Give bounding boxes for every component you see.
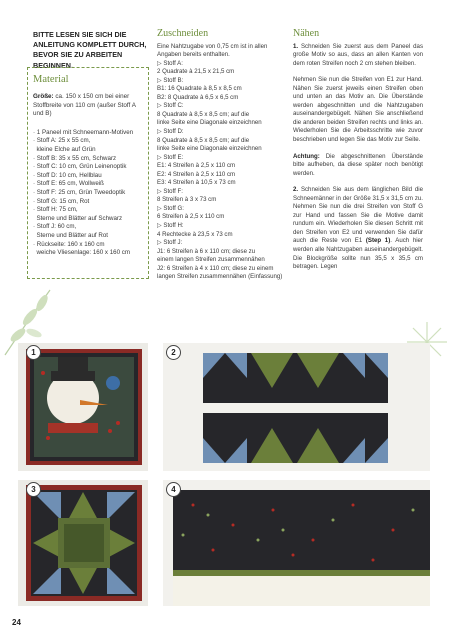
material-item: Sterne und Blätter auf Rot xyxy=(33,231,108,239)
step-1b-text: Nehmen Sie nun die Streifen von E1 zur Hand. Nähen Sie zuerst jeweils einen Streifen oben und unten an das Motiv an. Die Überstände werden abgeschnitten und die Nahtzugaben auseinandergebügelt. Nähen Sie anschließend die anderen beiden Streifen rechts und links an. Wiederholen Sie die Arbeitsschritte wie zuvor beschrieben und legen Sie das Motiv zur Seite. xyxy=(293,76,423,144)
cutting-line: 8 Streifen à 3 x 73 cm xyxy=(157,196,217,204)
photo-number-3: 3 xyxy=(26,482,41,497)
fabric-heading: ▷ Stoff D: xyxy=(157,128,184,136)
photo-number-2: 2 xyxy=(166,345,181,360)
photo-border-strips xyxy=(163,480,430,606)
fabric-heading: ▷ Stoff J: xyxy=(157,239,183,247)
material-list xyxy=(33,129,143,258)
cutting-line: 6 Streifen à 2,5 x 110 cm xyxy=(157,213,225,221)
naehen-column xyxy=(293,30,423,280)
step-1-text: 1. Schneiden Sie zuerst aus dem Paneel das große Motiv so aus, dass an allen Kanten von dem roten Streifen noch 2 cm stehen bleiben. xyxy=(293,42,423,67)
material-item: · Stoff E: 65 cm, Wollweiß xyxy=(33,180,104,188)
material-item: · Stoff J: 60 cm, xyxy=(33,223,77,231)
material-item: · Stoff D: 10 cm, Hellblau xyxy=(33,171,102,179)
material-item: · Stoff G: 15 cm, Rot xyxy=(33,197,90,205)
material-item: · Stoff B: 35 x 55 cm, Schwarz xyxy=(33,154,117,162)
border-strips-image xyxy=(163,480,430,606)
intro-warning: BITTE LESEN SIE SICH DIE ANLEITUNG KOMPLETT DURCH, BEVOR SIE ZU ARBEITEN BEGINNEN. xyxy=(33,30,147,70)
attention-text: Achtung: Die abgeschnittenen Überstände bitte aufheben, da diese später noch benötigt werden. xyxy=(293,152,423,177)
photo-flying-geese xyxy=(163,343,430,471)
fabric-heading: ▷ Stoff C: xyxy=(157,102,184,110)
cutting-line: 8 Quadrate à 8,5 x 8,5 cm; auf die xyxy=(157,136,250,144)
cutting-line: E1: 4 Streifen à 2,5 x 110 cm xyxy=(157,162,236,170)
cutting-line: 4 Rechtecke à 23,5 x 73 cm xyxy=(157,230,233,238)
material-title: Material xyxy=(33,74,69,85)
photo-number-1: 1 xyxy=(26,345,41,360)
cutting-line: B1: 16 Quadrate à 8,5 x 8,5 cm xyxy=(157,85,242,93)
material-item: · Stoff H: 75 cm, xyxy=(33,206,78,214)
snowman-quilt-image xyxy=(18,343,148,471)
material-item: · 1 Paneel mit Schneemann-Motiven xyxy=(33,128,134,136)
photo-snowman-panel xyxy=(18,343,148,471)
cutting-line: Eine Nahtzugabe von 0,75 cm ist in allen xyxy=(157,42,268,50)
material-item: Sterne und Blätter auf Schwarz xyxy=(33,214,123,222)
step-2-text: 2. Schneiden Sie aus dem länglichen Bild die Schneemänner in der Größe 31,5 x 31,5 cm zu. Nehmen Sie nun die drei Streifen von Stoff G zur Hand und fassen Sie die Motive damit rundum ein. Wiederholen Sie diesen Schritt mit den Streifen von E2 und verwenden Sie dafür auch die Reste von E1 (Step 1). Auch hier werden alle Nahtzugaben auseinandergebügelt. Die Blockgröße sollte nun 35,5 x 35,5 cm betragen. Legen xyxy=(293,186,423,271)
cutting-line: J1: 6 Streifen à 6 x 110 cm; diese zu xyxy=(157,247,256,255)
cutting-line: langen Streifen zusammennähen (Einfassung) xyxy=(157,273,283,281)
zuschneiden-title: Zuschneiden xyxy=(157,28,209,39)
material-item: · Stoff A: 25 x 55 cm, xyxy=(33,137,91,145)
cutting-line: linke Seite eine Diagonale einzeichnen xyxy=(157,119,262,127)
material-item: kleine Elche auf Grün xyxy=(33,145,96,153)
cutting-line: J2: 6 Streifen à 4 x 110 cm; diese zu einem xyxy=(157,264,274,272)
material-size: Größe: ca. 150 x 150 cm bei einer Stoffbreite von 110 cm (außer Stoff A und B) xyxy=(33,93,136,118)
cutting-line: E3: 4 Streifen à 10,5 x 73 cm xyxy=(157,179,236,187)
material-item: · Rückseite: 160 x 160 cm xyxy=(33,240,105,248)
page-number: 24 xyxy=(12,618,21,627)
zuschneiden-column xyxy=(157,30,287,282)
cutting-line: 2 Quadrate à 21,5 x 21,5 cm xyxy=(157,68,235,76)
cutting-line: E2: 4 Streifen à 2,5 x 110 cm xyxy=(157,170,236,178)
fabric-heading: ▷ Stoff B: xyxy=(157,76,184,84)
fabric-heading: ▷ Stoff A: xyxy=(157,59,183,67)
cutting-line: B2: 8 Quadrate à 6,5 x 6,5 cm xyxy=(157,93,239,101)
zuschneiden-list xyxy=(157,43,287,282)
cutting-line: linke Seite eine Diagonale einzeichnen xyxy=(157,145,262,153)
cutting-line: einem langen Streifen zusammennähen xyxy=(157,256,265,264)
material-item: weiche Vliesenlage: 160 x 160 cm xyxy=(33,249,130,257)
flying-geese-image xyxy=(163,343,430,471)
cutting-line: Angaben bereits enthalten. xyxy=(157,51,230,59)
material-box xyxy=(27,67,149,279)
cutting-line: 8 Quadrate à 8,5 x 8,5 cm; auf die xyxy=(157,110,250,118)
fabric-heading: ▷ Stoff E: xyxy=(157,153,184,161)
fabric-heading: ▷ Stoff F: xyxy=(157,187,183,195)
fabric-heading: ▷ Stoff H: xyxy=(157,222,184,230)
photo-star-block xyxy=(18,480,148,606)
material-item: · Stoff F: 25 cm, Grün Tweedoptik xyxy=(33,188,126,196)
material-item: · Stoff C: 10 cm, Grün Leinenoptik xyxy=(33,163,127,171)
photo-number-4: 4 xyxy=(166,482,181,497)
star-block-image xyxy=(18,480,148,606)
naehen-title: Nähen xyxy=(293,28,320,39)
fabric-heading: ▷ Stoff G: xyxy=(157,204,184,212)
